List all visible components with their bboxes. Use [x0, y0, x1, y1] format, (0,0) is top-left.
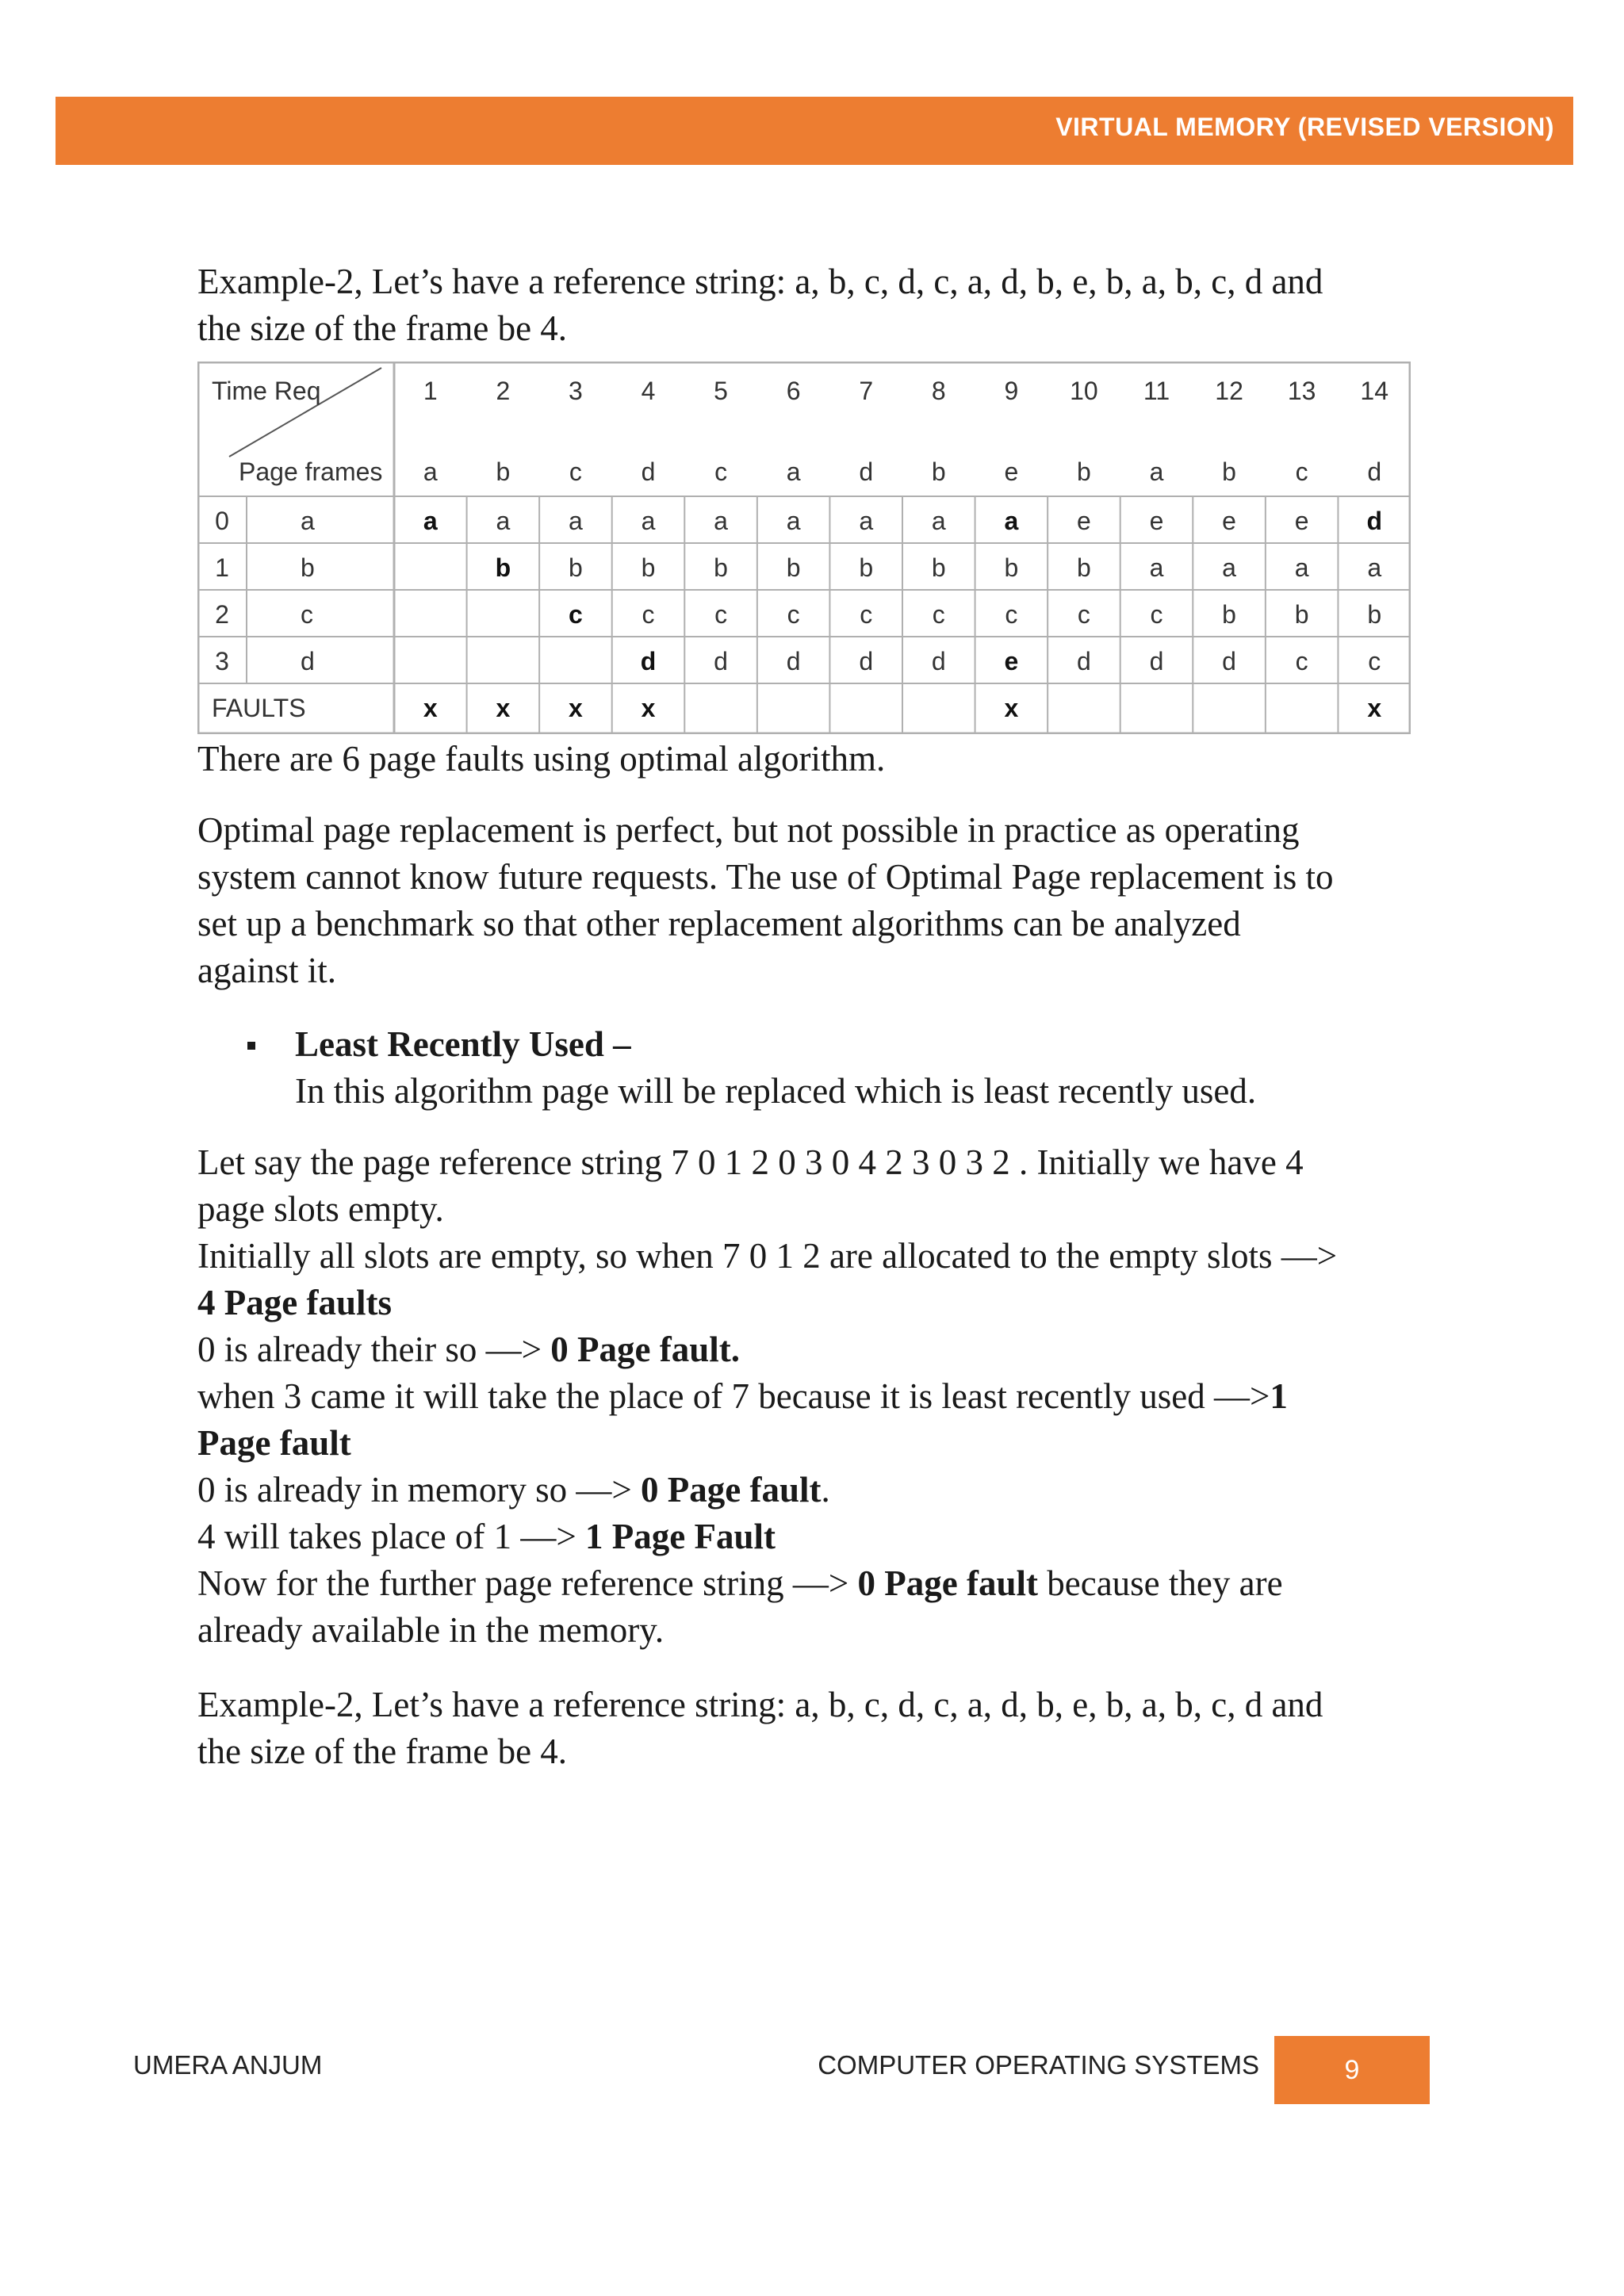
optimal-paragraph [197, 807, 1434, 994]
frame-cell: c [569, 600, 583, 629]
lru-example [197, 1139, 1434, 1654]
fault-summary [197, 736, 1434, 783]
corner-top-label: Time Req [212, 377, 321, 405]
frame-cell: b [1367, 600, 1382, 629]
frame-cell: b [495, 553, 511, 582]
example-repeat-paragraph [197, 1682, 1434, 1775]
time-label: 7 [859, 377, 874, 405]
frame-cell: e [1077, 507, 1091, 535]
lru-description: In this algorithm page will be replaced which is least recently used. [295, 1071, 1257, 1111]
fault-mark: x [1004, 694, 1019, 722]
request-label: a [1149, 457, 1164, 486]
time-label: 13 [1287, 377, 1316, 405]
lru-list-item [238, 1021, 1427, 1115]
fault-mark: x [641, 694, 656, 722]
request-label: d [1367, 457, 1382, 486]
frame-cell: a [423, 507, 438, 535]
time-label: 1 [423, 377, 438, 405]
time-label: 2 [496, 377, 511, 405]
frame-cell: b [1294, 600, 1309, 629]
intro-paragraph [197, 258, 1434, 352]
frame-cell: d [1366, 507, 1382, 535]
header-title: VIRTUAL MEMORY (REVISED VERSION) [1055, 113, 1554, 141]
request-label: c [569, 457, 582, 486]
request-label: b [1222, 457, 1236, 486]
intro-line: Example-2, Let’s have a reference string: a, b, c, d, c, a, d, b, e, b, a, b, c, d and [197, 262, 1323, 301]
frame-cell: e [1222, 507, 1236, 535]
frame-cell: e [1294, 507, 1309, 535]
time-label: 10 [1070, 377, 1098, 405]
frame-cell: c [787, 600, 800, 629]
frame-cell: a [496, 507, 511, 535]
lru-example-bold: 1 Page Fault [585, 1517, 776, 1556]
request-label: b [931, 457, 946, 486]
frame-cell: a [1149, 553, 1164, 582]
lru-example-text: 4 will takes place of 1 —> [197, 1517, 586, 1556]
lru-example-bold: Page fault [197, 1423, 351, 1463]
fault-summary-text: There are 6 page faults using optimal algorithm. [197, 739, 886, 779]
time-label: 9 [1004, 377, 1019, 405]
time-label: 14 [1360, 377, 1389, 405]
request-label: c [714, 457, 728, 486]
request-label: a [786, 457, 801, 486]
example-repeat-line: Example-2, Let’s have a reference string: a, b, c, d, c, a, d, b, e, b, a, b, c, d and [197, 1685, 1323, 1724]
lru-example-text: . [821, 1470, 830, 1510]
page-number: 9 [1344, 2055, 1360, 2085]
intro-line: the size of the frame be 4. [197, 308, 568, 348]
lru-example-bold: 0 Page fault [857, 1563, 1038, 1603]
frame-page: d [301, 647, 315, 675]
frame-cell: e [1149, 507, 1164, 535]
request-label: b [496, 457, 511, 486]
footer-author: UMERA ANJUM [133, 2050, 323, 2080]
time-label: 4 [641, 377, 656, 405]
frame-cell: d [786, 647, 801, 675]
lru-example-line: page slots empty. [197, 1189, 444, 1229]
frame-cell: a [714, 507, 728, 535]
frame-cell: c [1005, 600, 1018, 629]
frame-cell: c [642, 600, 655, 629]
lru-example-text: 0 is already in memory so —> [197, 1470, 642, 1510]
frame-cell: b [1077, 553, 1091, 582]
optimal-line: system cannot know future requests. The use of Optimal Page replacement is to [197, 857, 1334, 897]
frame-cell: c [1368, 647, 1381, 675]
lru-example-bold: 4 Page faults [197, 1283, 392, 1322]
lru-example-text: 0 is already their so —> [197, 1330, 551, 1369]
request-label: c [1295, 457, 1308, 486]
lru-example-text: Now for the further page reference string —> [197, 1563, 858, 1603]
frame-cell: d [640, 647, 657, 675]
frame-cell: c [860, 600, 873, 629]
frame-cell: a [1367, 553, 1382, 582]
footer-course: COMPUTER OPERATING SYSTEMS [818, 2050, 1259, 2080]
frame-page: a [301, 507, 315, 535]
request-label: b [1077, 457, 1091, 486]
time-label: 3 [569, 377, 583, 405]
request-label: d [859, 457, 874, 486]
request-label: d [641, 457, 656, 486]
frame-cell: a [786, 507, 801, 535]
time-label: 11 [1143, 377, 1170, 405]
lru-example-bold: 0 Page fault. [550, 1330, 740, 1369]
fault-mark: x [496, 694, 511, 722]
request-label: a [423, 457, 438, 486]
frame-cell: d [931, 647, 946, 675]
bullet-icon [247, 1042, 255, 1050]
optimal-line: set up a benchmark so that other replacement algorithms can be analyzed [197, 904, 1241, 943]
fault-mark: x [1367, 694, 1382, 722]
frame-cell: a [859, 507, 874, 535]
request-label: e [1004, 457, 1019, 486]
fault-mark: x [423, 694, 438, 722]
time-label: 5 [714, 377, 728, 405]
lru-example-line: Let say the page reference string 7 0 1 2 0 3 0 4 2 3 0 3 2 . Initially we have 4 [197, 1142, 1304, 1182]
page-number-box [1274, 2036, 1430, 2104]
frame-cell: b [931, 553, 946, 582]
frame-cell: b [1004, 553, 1019, 582]
frame-page: b [301, 553, 315, 582]
frame-cell: d [1077, 647, 1091, 675]
frame-page: c [301, 600, 313, 629]
lru-example-bold: 1 [1270, 1376, 1288, 1416]
frame-cell: c [932, 600, 945, 629]
frame-cell: d [1222, 647, 1236, 675]
lru-example-line: Initially all slots are empty, so when 7 0 1 2 are allocated to the empty slots —> [197, 1236, 1338, 1276]
table-border [198, 362, 1410, 733]
faults-label: FAULTS [212, 694, 306, 722]
frame-cell: c [1150, 600, 1163, 629]
frame-cell: b [641, 553, 656, 582]
optimal-line: Optimal page replacement is perfect, but not possible in practice as operating [197, 810, 1300, 850]
frame-index: 2 [215, 600, 229, 629]
frame-cell: a [641, 507, 656, 535]
frame-index: 1 [215, 553, 229, 582]
frame-cell: b [859, 553, 874, 582]
frame-cell: b [569, 553, 583, 582]
frame-cell: d [714, 647, 728, 675]
frame-cell: b [1222, 600, 1236, 629]
header-band [56, 97, 1573, 165]
frame-index: 3 [215, 647, 229, 675]
example-repeat-line: the size of the frame be 4. [197, 1732, 568, 1771]
lru-example-text: when 3 came it will take the place of 7 because it is least recently used —> [197, 1376, 1270, 1416]
frame-index: 0 [215, 507, 229, 535]
frame-cell: e [1004, 647, 1019, 675]
frame-cell: d [859, 647, 874, 675]
frame-cell: b [786, 553, 801, 582]
optimal-line: against it. [197, 951, 336, 990]
time-label: 12 [1215, 377, 1243, 405]
frame-cell: a [1222, 553, 1236, 582]
frame-cell: c [1295, 647, 1308, 675]
lru-example-text: because they are [1038, 1563, 1283, 1603]
fault-mark: x [569, 694, 583, 722]
frame-cell: d [1149, 647, 1164, 675]
corner-bottom-label: Page frames [239, 457, 383, 486]
frame-cell: a [569, 507, 583, 535]
lru-example-bold: 0 Page fault [641, 1470, 822, 1510]
optimal-page-table [197, 362, 1411, 734]
frame-cell: b [714, 553, 728, 582]
frame-cell: a [1004, 507, 1019, 535]
frame-cell: a [1294, 553, 1309, 582]
lru-title: Least Recently Used – [295, 1024, 631, 1064]
frame-cell: c [714, 600, 728, 629]
time-label: 6 [786, 377, 801, 405]
frame-cell: a [931, 507, 946, 535]
lru-example-line: already available in the memory. [197, 1610, 665, 1650]
time-label: 8 [931, 377, 946, 405]
frame-cell: c [1077, 600, 1090, 629]
